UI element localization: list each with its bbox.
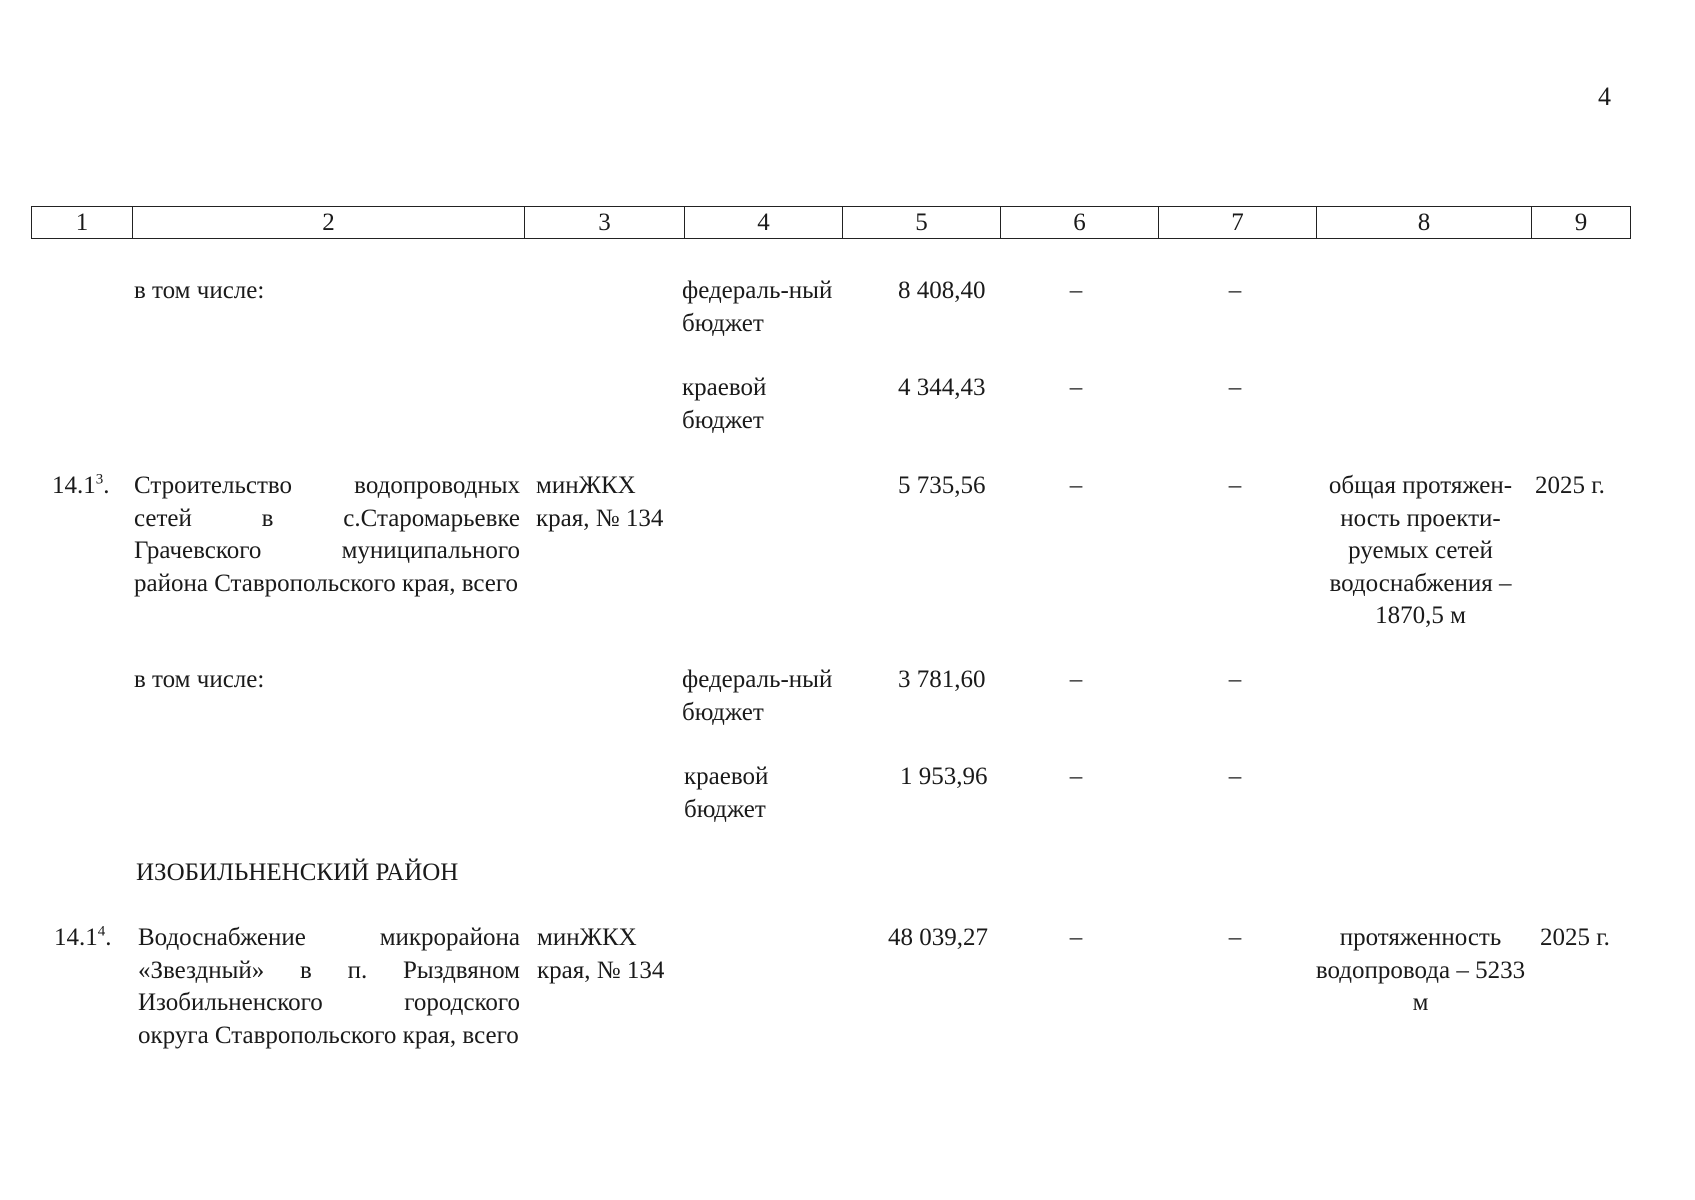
result-indicator: протяженность водопровода – 5233 м — [1315, 924, 1526, 1016]
item-number: 14.1$^4$. — [54, 923, 112, 951]
header-col-6: 6 — [1001, 207, 1159, 239]
item-number: 14.1$^3$. — [52, 471, 110, 499]
col7-value: – — [1228, 374, 1242, 401]
col6-value: – — [1069, 374, 1083, 401]
header-col-2: 2 — [133, 207, 525, 239]
col6-value: – — [1069, 277, 1083, 304]
row-label: в том числе: — [134, 277, 265, 304]
col6-value: – — [1069, 924, 1083, 951]
amount-total: 1 953,96 — [900, 763, 988, 790]
row-label: в том числе: — [134, 666, 265, 693]
budget-source: краевой бюджет — [682, 374, 767, 434]
col7-value: – — [1228, 924, 1242, 951]
col6-value: – — [1069, 763, 1083, 790]
completion-year: 2025 г. — [1535, 472, 1605, 499]
result-indicator: общая протяжен-ность проекти-руемых сетей водоснабжения – 1870,5 м — [1328, 472, 1513, 629]
col7-value: – — [1228, 763, 1242, 790]
header-col-9: 9 — [1532, 207, 1631, 239]
budget-source: федераль-ный бюджет — [682, 666, 833, 726]
amount-total: 8 408,40 — [898, 277, 986, 304]
item-description: Водоснабжение микрорайона «Звездный» в п. Рыздвяном Изобильненского городского округа Ставропольского края, всего — [138, 924, 520, 1049]
completion-year: 2025 г. — [1540, 924, 1610, 951]
header-col-8: 8 — [1317, 207, 1532, 239]
col6-value: – — [1069, 472, 1083, 499]
header-col-5: 5 — [843, 207, 1001, 239]
responsible-party: минЖКХ края, № 134 — [536, 472, 664, 532]
header-col-7: 7 — [1159, 207, 1317, 239]
item-description: Строительство водопроводных сетей в с.Старомарьевке Грачевского муниципального района Ставропольского края, всего — [134, 472, 520, 597]
page-number: 4 — [1598, 82, 1611, 111]
amount-total: 4 344,43 — [898, 374, 986, 401]
col6-value: – — [1069, 666, 1083, 693]
amount-total: 5 735,56 — [898, 472, 986, 499]
col7-value: – — [1228, 666, 1242, 693]
column-number-header — [31, 206, 1631, 239]
col7-value: – — [1228, 472, 1242, 499]
district-heading: ИЗОБИЛЬНЕНСКИЙ РАЙОН — [136, 859, 459, 886]
budget-source: федераль-ный бюджет — [682, 277, 833, 337]
col7-value: – — [1228, 277, 1242, 304]
header-col-4: 4 — [685, 207, 843, 239]
header-col-3: 3 — [525, 207, 685, 239]
budget-source: краевой бюджет — [684, 763, 769, 823]
responsible-party: минЖКХ края, № 134 — [537, 924, 665, 984]
header-col-1: 1 — [32, 207, 133, 239]
amount-total: 3 781,60 — [898, 666, 986, 693]
header-row — [32, 207, 1631, 239]
amount-total: 48 039,27 — [888, 924, 988, 951]
